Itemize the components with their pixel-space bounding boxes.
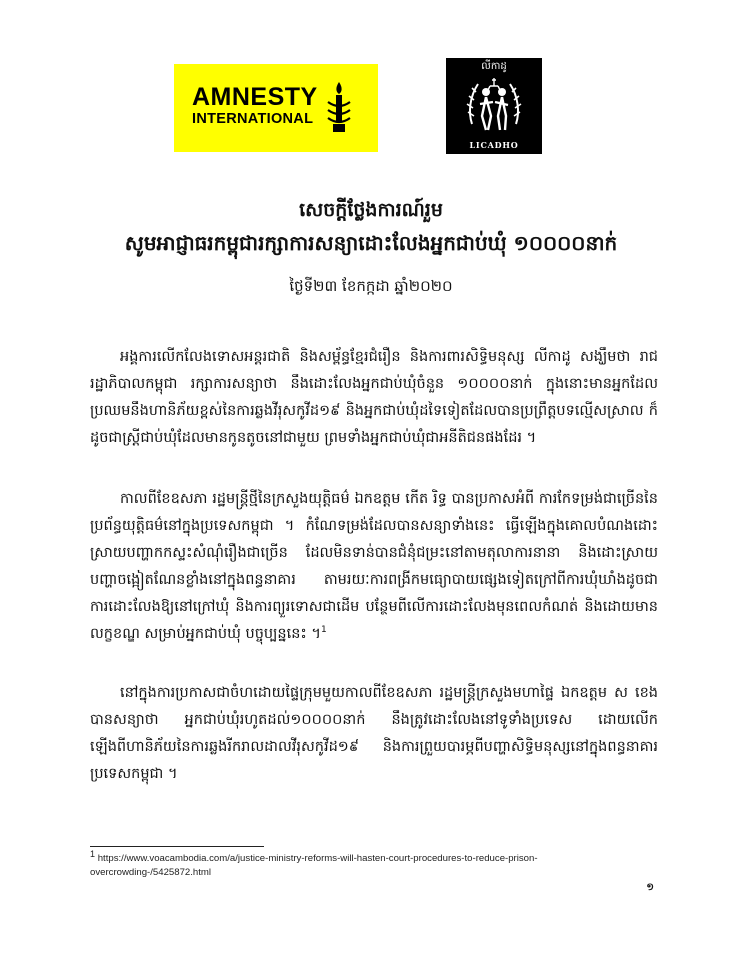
amnesty-logo-line2: INTERNATIONAL <box>192 111 314 127</box>
footnote <box>90 848 650 880</box>
footnote-marker: 1 <box>90 848 96 859</box>
paragraph-1-text: អង្គការលើកលែងទោសអន្តរជាតិ និងសម្ព័ន្ធខ្មែរជំរឿន និងការពារសិទ្ធិមនុស្ស លីកាដូ សង្ឃឹមថា រាជរដ្ឋាភិបាលកម្ពុជា រក្សាការសន្យាថា នឹងដោះលែងអ្នកជាប់ឃុំចំនួន ១០០០០នាក់ ក្នុងនោះមានអ្នកដែលប្រឈមនឹងហានិភ័យខ្ពស់នៃការឆ្លងវីរុសកូវីដ១៩ និងអ្នកជាប់ឃុំដទៃទៀតដែលបានប្រព្រឹត្តបទល្មើសស្រាល ក៏ដូចជាស្ត្រីជាប់ឃុំដែលមានកូនតូចនៅជាមួយ ព្រមទាំងអ្នកជាប់ឃុំជាអនីតិជនផងដែរ ។ <box>90 349 658 446</box>
document-type: សេចក្តីថ្លែងការណ៍រួម <box>299 199 443 221</box>
paragraph-3-text: នៅក្នុងការប្រកាសជាចំហដោយផ្ទៃក្រុមមួយកាលពីខែឧសភា រដ្ឋមន្ត្រីក្រសួងមហាផ្ទៃ ឯកឧត្តម ស ខេង បានសន្យាថា អ្នកជាប់ឃុំរហូតដល់១០០០០នាក់ នឹងត្រូវដោះលែងនៅទូទាំងប្រទេស ដោយលើកឡើងពីហានិភ័យនៃការឆ្លងរីករាលដាលវីរុសកូវីដ១៩ និងការព្រួយបារម្ភពីបញ្ហាសិទ្ធិមនុស្សនៅក្នុងពន្ធនាគារប្រទេសកម្ពុជា ។ <box>90 685 658 782</box>
paragraph-1 <box>90 344 658 452</box>
footnote-link[interactable]: https://www.voacambodia.com/a/justice-ministry-reforms-will-hasten-court-procedures-to-reduce-prison-overcrowding-/5425872.html <box>90 853 538 878</box>
paragraph-2-text: កាលពីខែឧសភា រដ្ឋមន្ត្រីថ្មីនៃក្រសួងយុត្តិធម៌ ឯកឧត្តម កើត រិទ្ធ បានប្រកាសអំពី ការកែទម្រង់ជាច្រើននៃប្រព័ន្ធយុត្តិធម៌នៅក្នុងប្រទេសកម្ពុជា ។ កំណែទម្រង់ដែលបានសន្យាទាំងនេះ ធ្វើឡើងក្នុងគោលបំណងដោះស្រាយបញ្ហាកកស្ទះសំណុំរឿងជាច្រើន ដែលមិនទាន់បានជំនុំជម្រះនៅតាមតុលាការនានា និងដោះស្រាយបញ្ហាចង្អៀតណែនខ្លាំងនៅក្នុងពន្ធនាគារ តាមរយៈការពង្រីកមធ្យោបាយផ្សេងទៀតក្រៅពីការឃុំឃាំងដូចជា ការដោះលែងឱ្យនៅក្រៅឃុំ និងការព្យួរទោសជាដើម បន្ថែមពីលើការដោះលែងមុនពេលកំណត់ និងដោយមានលក្ខខណ្ឌ សម្រាប់អ្នកជាប់ឃុំ បច្ចុប្បន្ននេះ ។ <box>90 491 658 642</box>
amnesty-logo-line1: AMNESTY <box>192 83 318 111</box>
amnesty-international-logo <box>174 64 378 152</box>
document-title: សូមអាជ្ញាធរកម្ពុជារក្សាការសន្យាដោះលែងអ្នកជាប់ឃុំ ១០០០០នាក់ <box>124 231 618 255</box>
licadho-emblem-icon <box>464 72 524 138</box>
licadho-logo-text: LICADHO <box>469 140 519 150</box>
candle-barbed-wire-icon <box>322 80 356 136</box>
footnote-reference: 1 <box>320 625 327 636</box>
paragraph-2 <box>90 486 658 648</box>
document-date: ថ្ងៃទី២៣ ខែកក្កដា ឆ្នាំ២០២០ <box>289 277 453 295</box>
footnote-divider <box>90 846 264 847</box>
licadho-logo-khmer-text: លីកាដូ <box>481 61 507 72</box>
paragraph-3 <box>90 680 658 788</box>
licadho-logo <box>446 58 542 154</box>
page-number: ១ <box>646 882 654 893</box>
